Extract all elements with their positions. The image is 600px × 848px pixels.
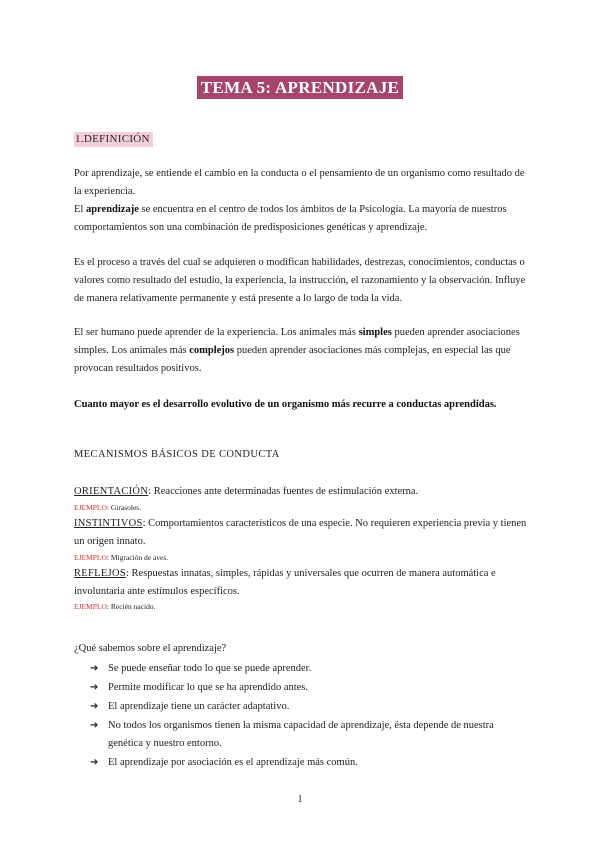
list-item	[90, 698, 530, 716]
example-text: : Recién nacido.	[106, 602, 156, 611]
list-item-text: El aprendizaje tiene un carácter adaptativo.	[108, 701, 290, 712]
term-reflejos: REFLEJOS	[74, 568, 126, 579]
example-label: EJEMPLO	[74, 553, 107, 562]
page-number: 1	[297, 794, 303, 805]
paragraph-definition	[74, 165, 534, 237]
list-item	[90, 754, 530, 772]
bold-aprendizaje: aprendizaje	[85, 204, 139, 215]
paragraph-experience	[74, 324, 534, 378]
term-instintivos: INSTINTIVOS	[74, 518, 143, 529]
arrow-icon: ➔	[90, 663, 99, 674]
arrow-icon: ➔	[90, 757, 99, 768]
example-orientacion	[74, 503, 141, 512]
text-segment: pueden aprender asociaciones más complejas, en especial las que provocan resultados positivos.	[74, 345, 511, 374]
arrow-icon: ➔	[90, 682, 99, 693]
example-label: EJEMPLO	[74, 503, 107, 512]
desc-reflejos: : Respuestas innatas, simples, rápidas y universales que ocurren de manera automática e involuntaria ante estímulos específicos.	[74, 568, 496, 597]
desc-orientacion: : Reacciones ante determinadas fuentes de estimulación externa.	[148, 486, 419, 497]
bold-complejos: complejos	[189, 345, 235, 356]
bold-simples: simples	[358, 327, 392, 338]
section-heading-definicion: 1.DEFINICIÓN	[74, 132, 153, 147]
paragraph-conclusion	[74, 396, 534, 414]
arrow-icon: ➔	[90, 720, 99, 731]
mechanisms-heading: MECANISMOS BÁSICOS DE CONDUCTA	[74, 449, 280, 460]
mechanism-instintivos	[74, 515, 534, 551]
example-text: : Girasoles.	[106, 503, 142, 512]
paragraph-process: Es el proceso a través del cual se adquieren o modifican habilidades, destrezas, conocimientos, conductas o valores como resultado del estudio, la experiencia, la instrucción, el razonamiento y la observación. Influye de manera relativamente permanente y está presente a lo largo de toda la vida.	[74, 257, 526, 304]
example-label: EJEMPLO	[74, 602, 107, 611]
list-item	[90, 679, 530, 697]
document-title: TEMA 5: APRENDIZAJE	[197, 76, 403, 99]
term-orientacion: ORIENTACIÓN	[74, 486, 149, 497]
list-item	[90, 717, 530, 753]
title-wrapper	[0, 76, 600, 99]
example-instintivos	[74, 553, 168, 562]
arrow-icon: ➔	[90, 701, 99, 712]
example-reflejos	[74, 602, 155, 611]
desc-instintivos: : Comportamientos característicos de una especie. No requieren experiencia previa y tienen un origen innato.	[74, 518, 527, 547]
mechanism-orientacion	[74, 483, 534, 501]
text-segment: pueden aprender asociaciones simples. Los animales más	[74, 327, 520, 356]
question-heading: ¿Qué sabemos sobre el aprendizaje?	[74, 643, 227, 654]
list-item-text: No todos los organismos tienen la misma capacidad de aprendizaje, ésta depende de nuestra genética y nuestro entorno.	[108, 720, 494, 749]
example-text: : Migración de aves.	[106, 553, 169, 562]
bullet-list	[90, 660, 530, 773]
paragraph-definition-rest: se encuentra en el centro de todos los ámbitos de la Psicología. La mayoría de nuestros comportamientos son una combinación de predisposiciones genéticas y aprendizaje.	[74, 204, 507, 233]
mechanism-reflejos	[74, 565, 534, 601]
list-item-text: El aprendizaje por asociación es el aprendizaje más común.	[108, 757, 358, 768]
list-item-text: Se puede enseñar todo lo que se puede aprender.	[108, 663, 312, 674]
text-segment: El ser humano puede aprender de la experiencia. Los animales más	[74, 327, 359, 338]
paragraph-definition-line: Por aprendizaje, se entiende el cambio en la conducta o el pensamiento de un organismo como resultado de la experiencia.	[74, 168, 525, 197]
list-item	[90, 660, 530, 678]
text-el: El	[74, 204, 86, 215]
list-item-text: Permite modificar lo que se ha aprendido antes.	[108, 682, 309, 693]
bold-conclusion: Cuanto mayor es el desarrollo evolutivo de un organismo más recurre a conductas aprendidas.	[74, 399, 497, 410]
